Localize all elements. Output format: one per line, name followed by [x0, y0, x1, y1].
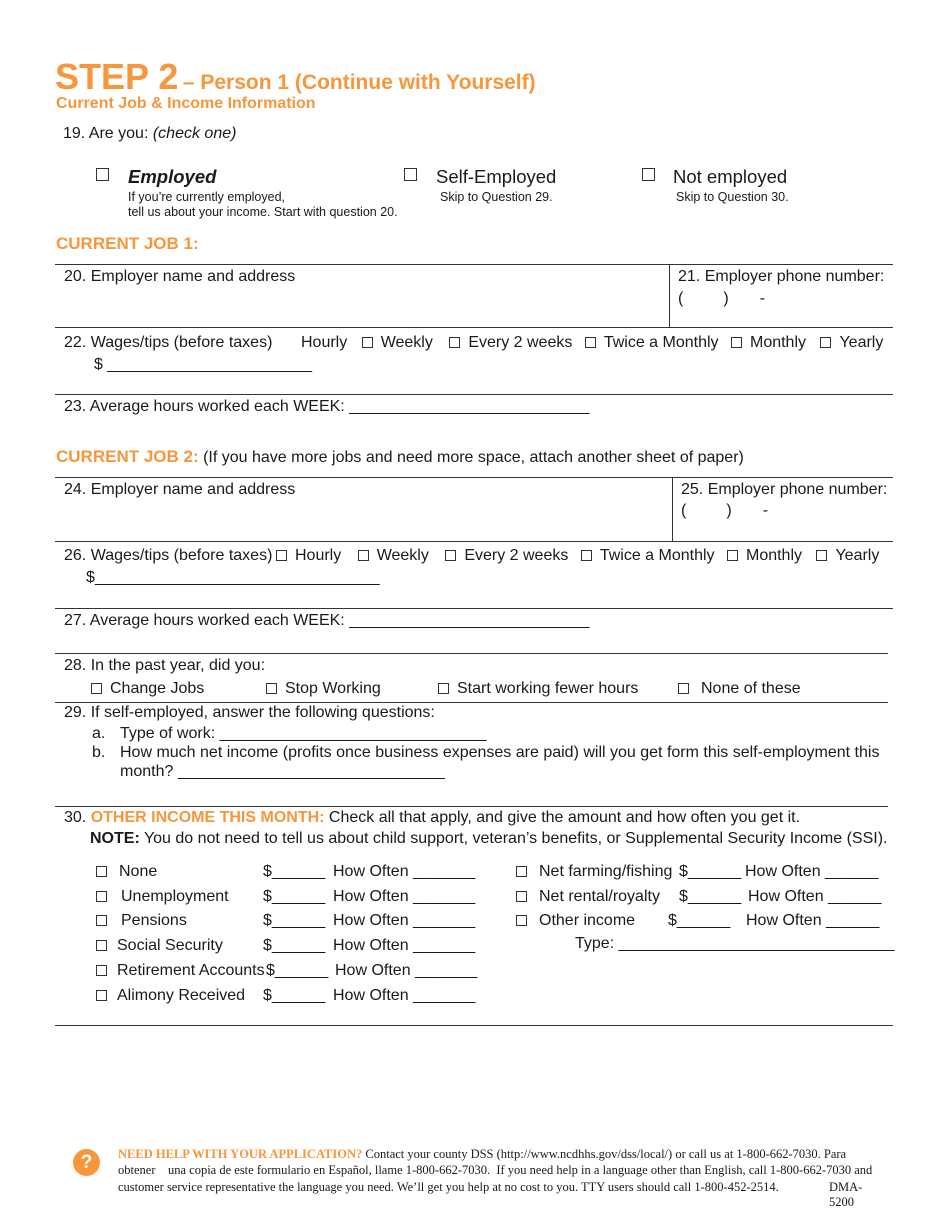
- income-amount-field[interactable]: $______: [263, 937, 326, 954]
- q19-self-employed-note: Skip to Question 29.: [440, 190, 553, 204]
- help-text-1: Contact your county DSS (http://www.ncdhhs.gov/dss/local/) or call us at 1-800-662-7030. Para: [365, 1147, 847, 1161]
- q22-amount-field[interactable]: $ _______________________: [94, 356, 313, 373]
- income-amount-field[interactable]: $______: [263, 888, 326, 905]
- income-amount-field[interactable]: $______: [668, 912, 731, 929]
- job2-heading: [56, 447, 744, 467]
- help-icon: [73, 1149, 100, 1176]
- form-id-1: DMA-: [829, 1180, 863, 1194]
- divider: [55, 394, 893, 395]
- divider: [672, 477, 673, 541]
- freq-twice-monthly-label: Twice a Monthly: [603, 334, 719, 351]
- q29a-type-of-work[interactable]: Type of work: ______________________________: [120, 725, 487, 742]
- none-of-these-checkbox[interactable]: [678, 683, 689, 694]
- income-row: [96, 987, 245, 1005]
- q19-option-self-employed[interactable]: [404, 167, 417, 185]
- q21-label: 21. Employer phone number:: [678, 268, 885, 285]
- income-row: [96, 937, 223, 955]
- income-how-often-field[interactable]: How Often _______: [333, 863, 476, 880]
- step-title: [55, 56, 536, 98]
- freq-hourly-label: Hourly: [295, 547, 342, 564]
- income-label: Pensions: [121, 912, 187, 929]
- job2-heading-title: CURRENT JOB 2:: [56, 447, 199, 466]
- stop-working-checkbox[interactable]: [266, 683, 277, 694]
- stop-working-label: Stop Working: [285, 680, 381, 697]
- freq-monthly-label: Monthly: [749, 334, 807, 351]
- freq-weekly-label: Weekly: [376, 547, 429, 564]
- q19-text: 19. Are you:: [63, 125, 149, 142]
- freq-twice-monthly-checkbox[interactable]: [581, 550, 592, 561]
- q28-option-stop-working[interactable]: [266, 680, 381, 698]
- freq-every2weeks-label: Every 2 weeks: [468, 334, 573, 351]
- income-row: [96, 912, 187, 930]
- divider: [55, 264, 893, 265]
- q19-option-not-employed[interactable]: [642, 167, 655, 185]
- income-farming-checkbox[interactable]: [516, 866, 527, 877]
- q19-employed-note2: tell us about your income. Start with question 20.: [128, 205, 398, 219]
- divider: [55, 1025, 893, 1026]
- income-other-checkbox[interactable]: [516, 915, 527, 926]
- income-row: [96, 863, 157, 881]
- fewer-hours-label: Start working fewer hours: [457, 680, 639, 697]
- q28-option-change-jobs[interactable]: [91, 680, 204, 698]
- q30-heading: [64, 809, 800, 827]
- q22-label: 22. Wages/tips (before taxes): [64, 334, 273, 351]
- job1-heading: CURRENT JOB 1:: [56, 234, 199, 253]
- change-jobs-label: Change Jobs: [110, 680, 205, 697]
- income-amount-field[interactable]: $______: [263, 987, 326, 1004]
- q29b-text: How much net income (profits once business expenses are paid) will you get form this self-employment this: [120, 744, 880, 761]
- q19-employed-label: Employed: [128, 166, 217, 187]
- job2-heading-note: (If you have more jobs and need more space, attach another sheet of paper): [203, 449, 744, 466]
- freq-yearly-checkbox[interactable]: [820, 337, 831, 348]
- none-of-these-label: None of these: [701, 680, 801, 697]
- q19-not-employed-note: Skip to Question 30.: [676, 190, 789, 204]
- q19-label: [63, 125, 236, 143]
- q29b-marker: b.: [92, 744, 106, 761]
- q29b-net-income-field[interactable]: month? ______________________________: [120, 763, 445, 780]
- q28-option-none[interactable]: [678, 680, 801, 698]
- income-how-often-field[interactable]: How Often _______: [333, 912, 476, 929]
- freq-every2weeks-label: Every 2 weeks: [464, 547, 569, 564]
- income-amount-field[interactable]: $______: [679, 863, 742, 880]
- q19-employed-note1: If you’re currently employed,: [128, 190, 286, 204]
- q23-label[interactable]: 23. Average hours worked each WEEK: ___________________________: [64, 398, 590, 415]
- help-line-2: obtener una copia de este formulario en Español, llame 1-800-662-7030. If you need help in a language other than English, call 1-800-662-7030 and: [118, 1163, 873, 1177]
- freq-weekly-label: Weekly: [380, 334, 433, 351]
- freq-every2weeks-checkbox[interactable]: [445, 550, 456, 561]
- income-label: None: [119, 863, 158, 880]
- q24-label: 24. Employer name and address: [64, 481, 296, 498]
- income-how-often-field[interactable]: How Often _______: [333, 937, 476, 954]
- q29a-marker: a.: [92, 725, 106, 742]
- freq-yearly-label: Yearly: [835, 547, 880, 564]
- freq-every2weeks-checkbox[interactable]: [449, 337, 460, 348]
- q28-option-fewer-hours[interactable]: [438, 680, 638, 698]
- q25-label: 25. Employer phone number:: [681, 481, 888, 498]
- income-how-often-field[interactable]: How Often ______: [748, 888, 882, 905]
- q30-desc: Check all that apply, and give the amount and how often you get it.: [328, 809, 801, 826]
- freq-weekly-checkbox[interactable]: [362, 337, 373, 348]
- freq-yearly-checkbox[interactable]: [816, 550, 827, 561]
- income-row: [96, 888, 229, 906]
- step-subtitle: – Person 1 (Continue with Yourself): [182, 71, 536, 94]
- income-none-checkbox[interactable]: [96, 866, 107, 877]
- divider: [55, 653, 888, 654]
- freq-hourly-label: Hourly: [301, 334, 348, 351]
- fewer-hours-checkbox[interactable]: [438, 683, 449, 694]
- change-jobs-checkbox[interactable]: [91, 683, 102, 694]
- income-retirement-checkbox[interactable]: [96, 965, 107, 976]
- income-social-security-checkbox[interactable]: [96, 940, 107, 951]
- q20-label: 20. Employer name and address: [64, 268, 296, 285]
- freq-monthly-checkbox[interactable]: [727, 550, 738, 561]
- q28-label: 28. In the past year, did you:: [64, 657, 266, 674]
- income-amount-field[interactable]: $______: [263, 863, 326, 880]
- divider: [669, 264, 670, 327]
- q26-amount-field[interactable]: $________________________________: [86, 569, 380, 586]
- q30-number: 30.: [64, 809, 87, 826]
- income-label: Social Security: [117, 937, 223, 954]
- income-how-often-field[interactable]: How Often ______: [745, 863, 879, 880]
- income-label: Retirement Accounts: [117, 962, 265, 979]
- step-number: STEP 2: [55, 56, 179, 97]
- divider: [55, 541, 893, 542]
- q26-frequency-options: [276, 547, 879, 565]
- income-row: [516, 863, 672, 881]
- q25-phone-field[interactable]: ( ) -: [681, 502, 769, 519]
- income-row: [516, 888, 660, 906]
- other-income-type-field[interactable]: Type: _______________________________: [575, 935, 895, 952]
- help-line-1: [118, 1147, 846, 1162]
- help-title: NEED HELP WITH YOUR APPLICATION?: [118, 1147, 363, 1161]
- help-icon-glyph: ?: [80, 1152, 93, 1173]
- income-pensions-checkbox[interactable]: [96, 915, 107, 926]
- q19-hint: (check one): [152, 125, 237, 142]
- income-how-often-field[interactable]: How Often _______: [333, 987, 476, 1004]
- income-row: [516, 912, 635, 930]
- income-amount-field[interactable]: $______: [263, 912, 326, 929]
- income-rental-checkbox[interactable]: [516, 891, 527, 902]
- freq-twice-monthly-checkbox[interactable]: [585, 337, 596, 348]
- freq-yearly-label: Yearly: [839, 334, 884, 351]
- q30-title: OTHER INCOME THIS MONTH:: [90, 809, 325, 826]
- freq-monthly-checkbox[interactable]: [731, 337, 742, 348]
- divider: [55, 477, 893, 478]
- q26-label: 26. Wages/tips (before taxes): [64, 547, 273, 564]
- divider: [55, 702, 888, 703]
- income-amount-field[interactable]: $______: [266, 962, 329, 979]
- section-title: Current Job & Income Information: [56, 95, 316, 112]
- income-how-often-field[interactable]: How Often ______: [746, 912, 880, 929]
- income-how-often-field[interactable]: How Often _______: [333, 888, 476, 905]
- income-label: Unemployment: [121, 888, 229, 905]
- q29-label: 29. If self-employed, answer the following questions:: [64, 704, 435, 721]
- q19-self-employed-label: Self-Employed: [436, 166, 557, 187]
- self-employed-checkbox[interactable]: [404, 168, 417, 181]
- freq-weekly-checkbox[interactable]: [358, 550, 369, 561]
- income-unemployment-checkbox[interactable]: [96, 891, 107, 902]
- q19-option-employed[interactable]: [96, 167, 109, 185]
- divider: [55, 608, 893, 609]
- q30-note-text: You do not need to tell us about child support, veteran’s benefits, or Supplemental Security Income (SSI).: [143, 830, 888, 847]
- income-amount-field[interactable]: $______: [679, 888, 742, 905]
- q30-note: [90, 830, 888, 848]
- income-how-often-field[interactable]: How Often _______: [335, 962, 478, 979]
- income-alimony-checkbox[interactable]: [96, 990, 107, 1001]
- q21-phone-field[interactable]: ( ) -: [678, 290, 766, 307]
- income-row: [96, 962, 265, 980]
- help-line-3: customer service representative the language you need. We’ll get you help at no cost to you. TTY users should call 1-800-452-2514.: [118, 1180, 779, 1194]
- income-label: Net rental/royalty: [539, 888, 660, 905]
- not-employed-checkbox[interactable]: [642, 168, 655, 181]
- q22-frequency-options: [301, 334, 883, 352]
- q27-label[interactable]: 27. Average hours worked each WEEK: ___________________________: [64, 612, 590, 629]
- freq-monthly-label: Monthly: [745, 547, 803, 564]
- q19-not-employed-label: Not employed: [673, 166, 788, 187]
- income-label: Net farming/fishing: [539, 863, 673, 880]
- freq-twice-monthly-label: Twice a Monthly: [599, 547, 715, 564]
- divider: [55, 806, 888, 807]
- income-label: Alimony Received: [117, 987, 246, 1004]
- income-label: Other income: [539, 912, 636, 929]
- employed-checkbox[interactable]: [96, 168, 109, 181]
- q30-note-label: NOTE:: [90, 830, 140, 847]
- divider: [55, 327, 893, 328]
- freq-hourly-checkbox[interactable]: [276, 550, 287, 561]
- form-id-2: 5200: [829, 1195, 854, 1209]
